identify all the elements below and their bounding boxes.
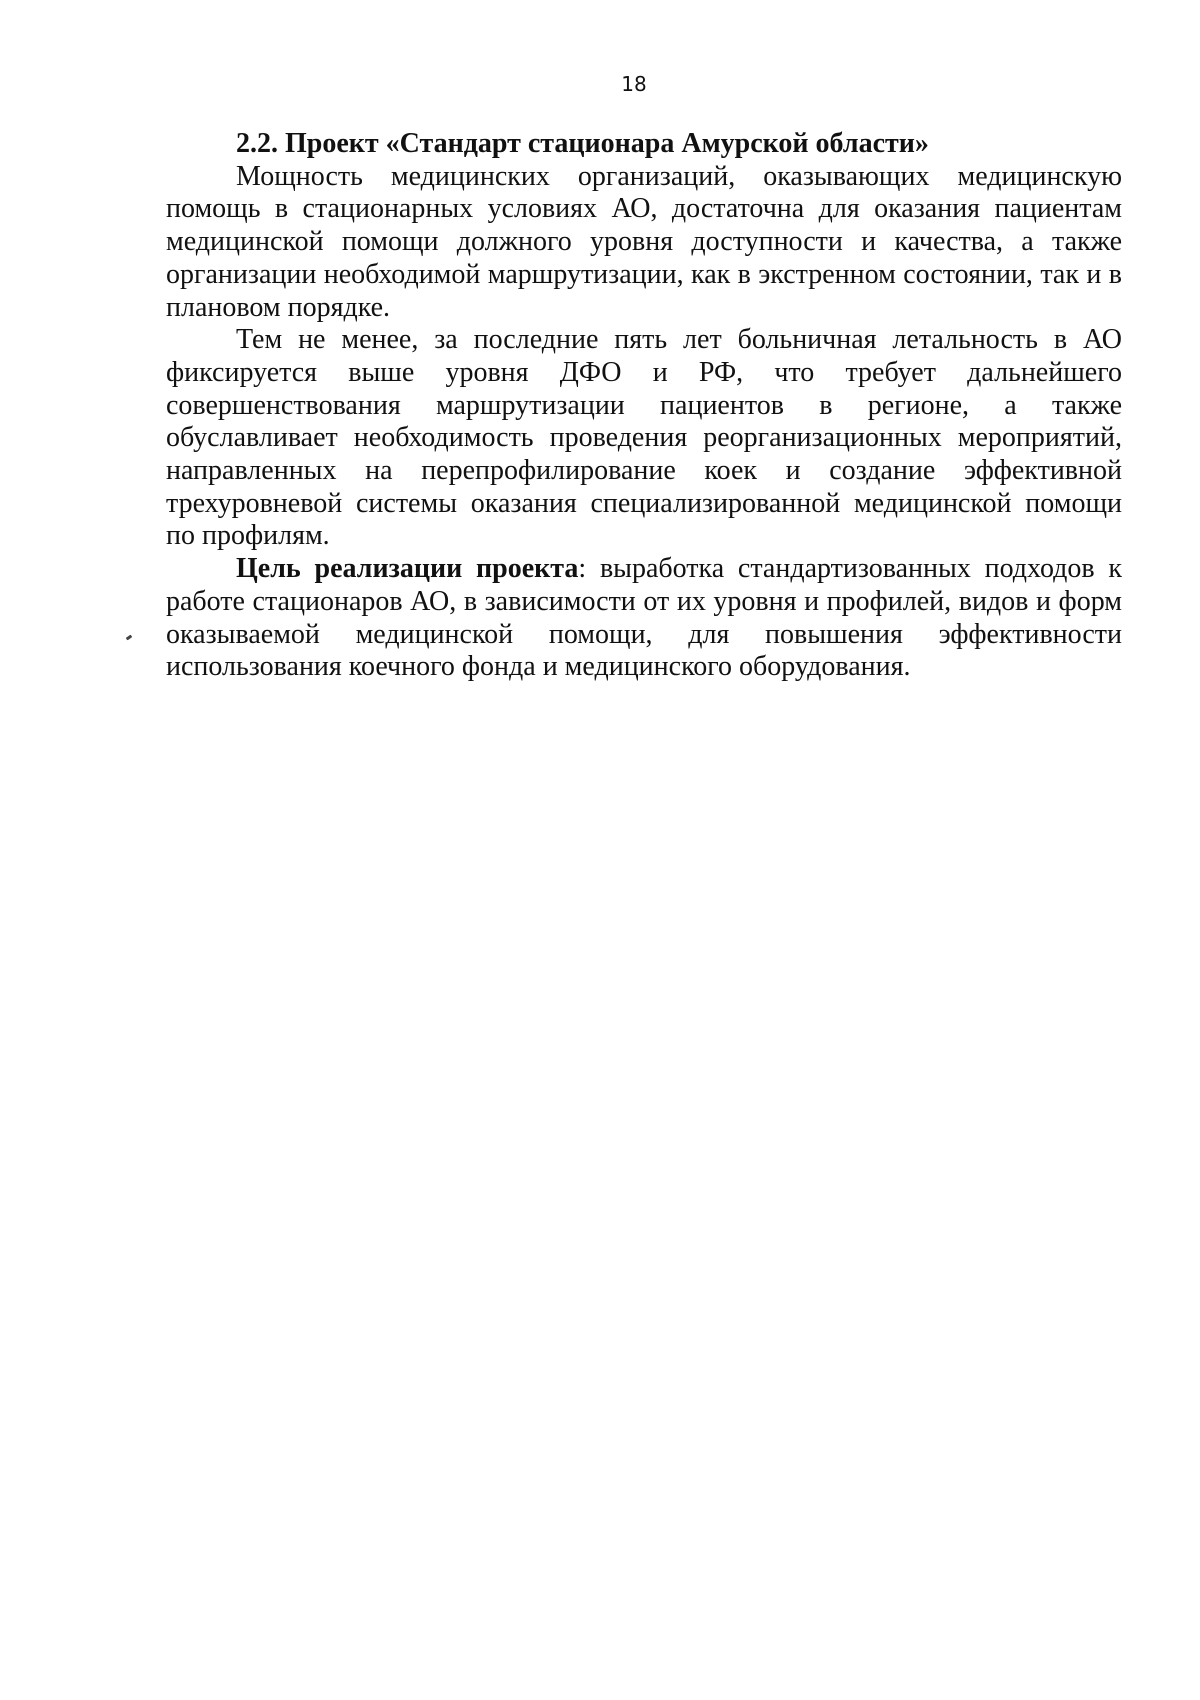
goal-label: Цель реализации проекта — [236, 553, 579, 585]
paragraph-mortality: Тем не менее, за последние пять лет больничная летальность в АО фиксируется выше уровня ДФО и РФ, что требует дальнейшего совершенствования маршрутизации пациентов в регионе, а также обуславливает необходимость проведения реорганизационных мероприятий, направленных на перепрофилирование коек и создание эффективной трехуровневой системы оказания специализированной медицинской помощи по профилям. — [166, 324, 1122, 552]
section-heading: 2.2. Проект «Стандарт стационара Амурской области» — [236, 128, 929, 159]
document-body — [166, 128, 1122, 684]
paragraph-capacity: Мощность медицинских организаций, оказывающих медицинскую помощь в стационарных условиях АО, достаточна для оказания пациентам медицинской помощи должного уровня доступности и качества, а также организации необходимой маршрутизации, как в экстренном состоянии, так и в плановом порядке. — [166, 160, 1122, 323]
goal-text: : выработка стандартизованных подходов к работе стационаров АО, в зависимости от их уровня и профилей, видов и форм оказываемой медицинской помощи, для повышения эффективности использования коечного фонда и медицинского оборудования. — [166, 553, 1122, 683]
page-number: 18 — [621, 72, 647, 96]
scan-mark-icon — [126, 635, 133, 641]
paragraph-goal — [166, 553, 1122, 684]
